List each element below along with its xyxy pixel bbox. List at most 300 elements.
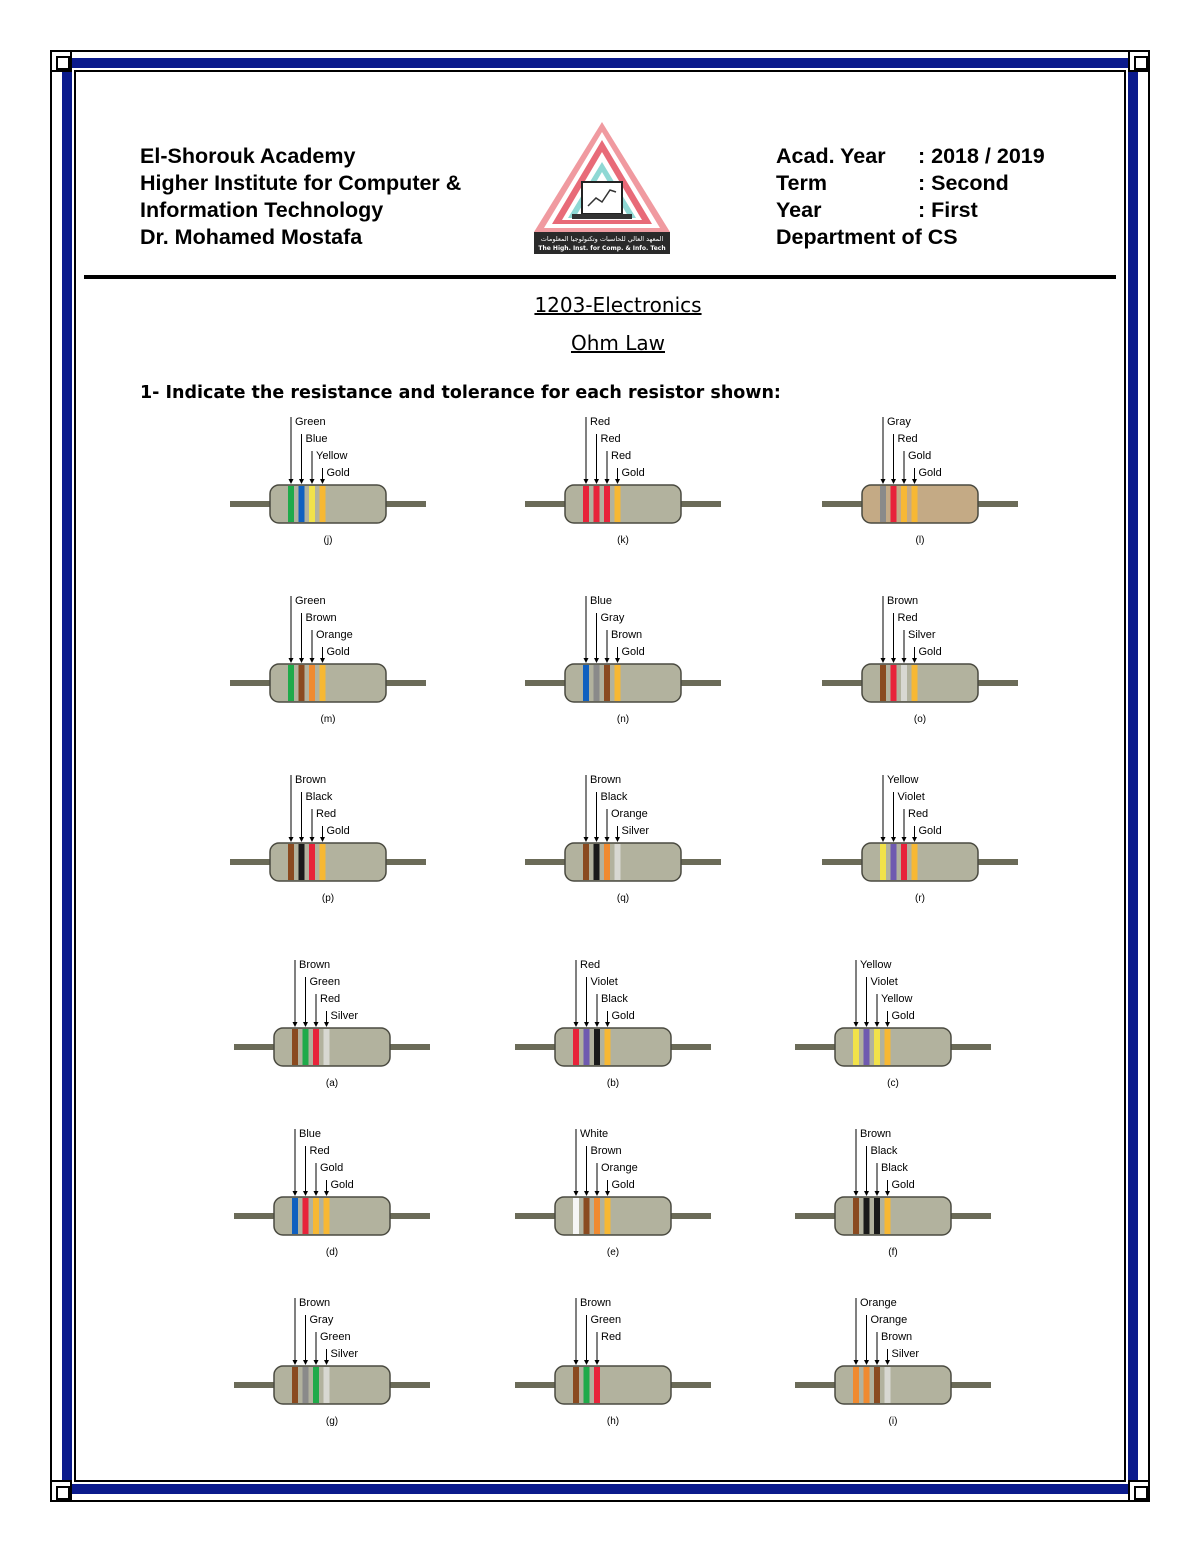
band-pointer-arrow [891, 479, 896, 484]
color-band [853, 1029, 859, 1065]
resistor-k [525, 416, 721, 546]
resistor-body [555, 1028, 671, 1066]
band-pointer-arrow [293, 1191, 298, 1196]
band-color-label: Brown [590, 1145, 622, 1157]
band-pointer-arrow [605, 837, 610, 842]
color-band [303, 1367, 309, 1403]
band-pointer-arrow [324, 1022, 329, 1027]
resistor-lead-right [949, 1382, 991, 1388]
band-color-label: Gold [326, 646, 350, 658]
band-pointer-arrow [854, 1022, 859, 1027]
band-color-label: Orange [870, 1314, 908, 1326]
resistor-lead-left [525, 501, 567, 507]
band-pointer-arrow [320, 479, 325, 484]
info-key: Term [776, 171, 827, 195]
band-color-label: Silver [891, 1348, 920, 1360]
resistor-d [234, 1128, 430, 1258]
resistor-lead-right [976, 501, 1018, 507]
resistor-lead-left [795, 1213, 837, 1219]
band-color-label: Orange [611, 808, 648, 820]
color-band [864, 1367, 870, 1403]
band-pointer-arrow [912, 837, 917, 842]
band-color-label: Red [309, 1145, 330, 1157]
resistor-body [862, 485, 978, 523]
band-color-label: Black [305, 791, 333, 803]
band-pointer-arrow [902, 658, 907, 663]
band-color-label: Brown [299, 1297, 331, 1309]
color-band [573, 1198, 579, 1234]
color-band [891, 844, 897, 880]
band-color-label: Brown [305, 612, 337, 624]
color-band [615, 665, 621, 701]
resistor-lead-right [679, 680, 721, 686]
color-band [288, 844, 294, 880]
resistor-n [525, 595, 721, 725]
band-pointer-arrow [310, 837, 315, 842]
band-pointer-arrow [595, 1022, 600, 1027]
color-band [594, 486, 600, 522]
resistor-label: (b) [606, 1078, 620, 1089]
color-band [604, 844, 610, 880]
instructor-name: Dr. Mohamed Mostafa [140, 225, 363, 249]
band-pointer-arrow [854, 1191, 859, 1196]
resistor-body [835, 1028, 951, 1066]
band-color-label: Black [600, 791, 628, 803]
band-color-label: Brown [860, 1128, 892, 1140]
logo-arabic-text: المعهد العالي للحاسبات وتكنولوجيا المعلومات [540, 235, 664, 243]
resistor-label: (o) [913, 714, 927, 725]
resistor-lead-right [669, 1044, 711, 1050]
band-color-label: Gold [611, 1179, 635, 1191]
color-band [303, 1029, 309, 1065]
band-color-label: Red [580, 959, 601, 971]
color-band [912, 665, 918, 701]
band-pointer-arrow [584, 479, 589, 484]
band-color-label: Silver [621, 825, 650, 837]
resistor-lead-right [679, 501, 721, 507]
band-color-label: Gold [320, 1162, 344, 1174]
band-pointer-arrow [584, 1022, 589, 1027]
band-pointer-arrow [289, 479, 294, 484]
resistor-lead-right [949, 1213, 991, 1219]
band-color-label: Gold [330, 1179, 354, 1191]
band-pointer-arrow [864, 1360, 869, 1365]
color-band [594, 1198, 600, 1234]
resistor-body [555, 1366, 671, 1404]
resistor-lead-left [234, 1213, 276, 1219]
band-pointer-arrow [891, 658, 896, 663]
band-color-label: Blue [590, 595, 613, 607]
band-pointer-arrow [854, 1360, 859, 1365]
band-color-label: Green [295, 416, 326, 428]
band-pointer-arrow [615, 837, 620, 842]
info-key: Acad. Year [776, 144, 886, 168]
band-pointer-arrow [310, 479, 315, 484]
resistor-q [525, 774, 721, 904]
band-pointer-arrow [595, 1360, 600, 1365]
band-pointer-arrow [881, 837, 886, 842]
resistor-label: (k) [617, 535, 629, 546]
color-band [313, 1367, 319, 1403]
resistor-lead-left [230, 501, 272, 507]
band-pointer-arrow [875, 1360, 880, 1365]
band-color-label: Yellow [860, 959, 892, 971]
resistor-lead-right [949, 1044, 991, 1050]
course-title: 1203-Electronics [534, 293, 702, 317]
color-band [299, 665, 305, 701]
band-color-label: Red [908, 808, 929, 820]
resistor-body [274, 1366, 390, 1404]
band-color-label: Brown [590, 774, 622, 786]
color-band [320, 486, 326, 522]
info-value: : First [918, 198, 978, 222]
color-band [864, 1198, 870, 1234]
band-pointer-arrow [605, 658, 610, 663]
band-color-label: Gold [611, 1010, 635, 1022]
band-color-label: Red [897, 433, 918, 445]
band-pointer-arrow [885, 1022, 890, 1027]
band-color-label: Brown [295, 774, 327, 786]
color-band [891, 486, 897, 522]
resistor-lead-left [795, 1382, 837, 1388]
color-band [320, 844, 326, 880]
band-color-label: Violet [897, 791, 925, 803]
color-band [292, 1029, 298, 1065]
color-band [594, 1367, 600, 1403]
resistor-lead-right [388, 1044, 430, 1050]
color-band [853, 1198, 859, 1234]
band-color-label: Red [601, 1331, 622, 1343]
band-color-label: Green [590, 1314, 622, 1326]
resistor-j [230, 416, 426, 546]
band-pointer-arrow [605, 479, 610, 484]
color-band [594, 844, 600, 880]
band-color-label: Red [316, 808, 337, 820]
resistor-label: (i) [888, 1416, 898, 1427]
resistor-lead-left [822, 859, 864, 865]
band-pointer-arrow [615, 658, 620, 663]
resistor-lead-right [384, 859, 426, 865]
resistor-lead-right [976, 680, 1018, 686]
resistor-body [565, 664, 681, 702]
band-pointer-arrow [881, 658, 886, 663]
institution-line: Higher Institute for Computer & [140, 171, 462, 195]
resistor-body [835, 1366, 951, 1404]
resistor-lead-left [795, 1044, 837, 1050]
resistor-lead-left [230, 859, 272, 865]
band-color-label: Brown [881, 1331, 913, 1343]
band-pointer-arrow [912, 658, 917, 663]
color-band [573, 1367, 579, 1403]
info-value: : Second [918, 171, 1009, 195]
color-band [604, 486, 610, 522]
resistor-lead-right [388, 1382, 430, 1388]
band-pointer-arrow [574, 1022, 579, 1027]
color-band [324, 1198, 330, 1234]
color-band [604, 665, 610, 701]
color-band [891, 665, 897, 701]
band-pointer-arrow [605, 1022, 610, 1027]
band-color-label: Red [897, 612, 918, 624]
band-pointer-arrow [594, 837, 599, 842]
color-band [584, 1029, 590, 1065]
color-band [583, 486, 589, 522]
band-color-label: Gray [309, 1314, 334, 1326]
resistor-lead-left [230, 680, 272, 686]
band-pointer-arrow [902, 479, 907, 484]
color-band [885, 1367, 891, 1403]
resistor-label: (a) [325, 1078, 339, 1089]
resistor-label: (c) [887, 1078, 899, 1089]
band-color-label: Silver [908, 629, 936, 641]
color-band [324, 1029, 330, 1065]
band-pointer-arrow [320, 658, 325, 663]
band-color-label: Yellow [316, 450, 348, 462]
color-band [901, 486, 907, 522]
info-key: Year [776, 198, 822, 222]
info-value: : 2018 / 2019 [918, 144, 1045, 168]
resistor-label: (e) [606, 1247, 620, 1258]
band-color-label: Brown [580, 1297, 612, 1309]
resistor-label: (g) [325, 1416, 339, 1427]
resistor-lead-right [384, 501, 426, 507]
resistor-lead-right [976, 859, 1018, 865]
band-color-label: Gold [891, 1010, 915, 1022]
band-pointer-arrow [324, 1191, 329, 1196]
resistor-body [862, 664, 978, 702]
band-pointer-arrow [289, 658, 294, 663]
resistor-lead-left [822, 680, 864, 686]
resistor-lead-left [515, 1213, 557, 1219]
resistor-c [795, 959, 991, 1089]
color-band [288, 486, 294, 522]
band-color-label: Gold [326, 825, 350, 837]
color-band [313, 1029, 319, 1065]
band-color-label: Yellow [887, 774, 919, 786]
band-color-label: Brown [887, 595, 919, 607]
resistor-lead-left [515, 1382, 557, 1388]
resistor-lead-left [234, 1044, 276, 1050]
info-key: Department of CS [776, 225, 958, 249]
resistor-lead-right [388, 1213, 430, 1219]
band-color-label: Green [320, 1331, 351, 1343]
resistor-lead-left [515, 1044, 557, 1050]
color-band [605, 1029, 611, 1065]
band-pointer-arrow [293, 1360, 298, 1365]
band-pointer-arrow [314, 1360, 319, 1365]
resistor-body [862, 843, 978, 881]
question-text: 1- Indicate the resistance and tolerance for each resistor shown: [140, 383, 781, 403]
band-pointer-arrow [584, 658, 589, 663]
color-band [885, 1198, 891, 1234]
resistor-body [270, 843, 386, 881]
color-band [885, 1029, 891, 1065]
band-color-label: Brown [611, 629, 643, 641]
band-pointer-arrow [314, 1191, 319, 1196]
resistor-lead-left [822, 501, 864, 507]
resistor-label: (q) [616, 893, 630, 904]
resistor-e [515, 1128, 711, 1258]
color-band [583, 844, 589, 880]
color-band [853, 1367, 859, 1403]
color-band [874, 1029, 880, 1065]
color-band [299, 486, 305, 522]
resistor-b [515, 959, 711, 1089]
resistor-body [274, 1028, 390, 1066]
band-color-label: Black [881, 1162, 908, 1174]
band-color-label: Red [590, 416, 611, 428]
resistor-body [274, 1197, 390, 1235]
resistor-label: (p) [321, 893, 335, 904]
resistor-o [822, 595, 1018, 725]
color-band [309, 486, 315, 522]
color-band [309, 665, 315, 701]
band-color-label: Gold [908, 450, 932, 462]
band-pointer-arrow [299, 837, 304, 842]
band-color-label: White [580, 1128, 609, 1140]
color-band [303, 1198, 309, 1234]
color-band [901, 665, 907, 701]
band-pointer-arrow [864, 1191, 869, 1196]
band-color-label: Gold [918, 825, 942, 837]
color-band [912, 486, 918, 522]
band-pointer-arrow [881, 479, 886, 484]
logo-english-text: The High. Inst. for Comp. & Info. Tech [538, 245, 666, 252]
band-pointer-arrow [902, 837, 907, 842]
band-color-label: Violet [590, 976, 618, 988]
band-pointer-arrow [595, 1191, 600, 1196]
band-pointer-arrow [299, 479, 304, 484]
band-color-label: Black [870, 1145, 898, 1157]
band-pointer-arrow [875, 1022, 880, 1027]
band-pointer-arrow [303, 1360, 308, 1365]
color-band [584, 1198, 590, 1234]
color-band [864, 1029, 870, 1065]
band-pointer-arrow [574, 1360, 579, 1365]
band-color-label: Brown [299, 959, 331, 971]
band-color-label: Gold [326, 467, 350, 479]
band-pointer-arrow [885, 1360, 890, 1365]
resistor-body [270, 664, 386, 702]
color-band [584, 1367, 590, 1403]
resistor-label: (h) [606, 1416, 620, 1427]
band-pointer-arrow [299, 658, 304, 663]
color-band [615, 486, 621, 522]
color-band [299, 844, 305, 880]
band-color-label: Green [295, 595, 326, 607]
color-band [320, 665, 326, 701]
band-color-label: Red [600, 433, 621, 445]
color-band [288, 665, 294, 701]
band-color-label: Gold [621, 646, 645, 658]
color-band [912, 844, 918, 880]
band-pointer-arrow [303, 1022, 308, 1027]
resistor-r [822, 774, 1018, 904]
band-color-label: Gold [918, 646, 942, 658]
band-pointer-arrow [584, 1191, 589, 1196]
resistor-lead-right [669, 1213, 711, 1219]
band-color-label: Violet [870, 976, 898, 988]
color-band [583, 665, 589, 701]
color-band [292, 1367, 298, 1403]
band-pointer-arrow [615, 479, 620, 484]
institution-line: Information Technology [140, 198, 384, 222]
band-pointer-arrow [605, 1191, 610, 1196]
resistor-label: (l) [915, 535, 925, 546]
resistor-i [795, 1297, 991, 1427]
band-pointer-arrow [314, 1022, 319, 1027]
color-band [874, 1367, 880, 1403]
band-color-label: Silver [330, 1010, 359, 1022]
color-band [880, 665, 886, 701]
resistor-body [565, 843, 681, 881]
color-band [594, 665, 600, 701]
band-pointer-arrow [864, 1022, 869, 1027]
resistor-body [270, 485, 386, 523]
resistor-body [555, 1197, 671, 1235]
resistor-label: (m) [320, 714, 336, 725]
color-band [324, 1367, 330, 1403]
band-pointer-arrow [303, 1191, 308, 1196]
band-color-label: Silver [330, 1348, 359, 1360]
topic-title: Ohm Law [570, 331, 665, 355]
resistor-g [234, 1297, 430, 1427]
band-color-label: Red [320, 993, 341, 1005]
resistor-label: (d) [325, 1247, 339, 1258]
color-band [309, 844, 315, 880]
resistor-lead-right [679, 859, 721, 865]
color-band [573, 1029, 579, 1065]
resistor-lead-left [525, 680, 567, 686]
color-band [615, 844, 621, 880]
band-pointer-arrow [310, 658, 315, 663]
band-color-label: Orange [316, 629, 353, 641]
resistor-lead-left [234, 1382, 276, 1388]
resistor-lead-right [669, 1382, 711, 1388]
resistor-label: (f) [888, 1247, 898, 1258]
band-pointer-arrow [324, 1360, 329, 1365]
band-pointer-arrow [594, 658, 599, 663]
band-pointer-arrow [875, 1191, 880, 1196]
band-pointer-arrow [584, 837, 589, 842]
band-color-label: Gray [600, 612, 625, 624]
band-color-label: Gold [621, 467, 645, 479]
band-pointer-arrow [584, 1360, 589, 1365]
band-color-label: Green [309, 976, 341, 988]
band-pointer-arrow [320, 837, 325, 842]
band-color-label: Blue [299, 1128, 322, 1140]
color-band [901, 844, 907, 880]
band-color-label: Red [611, 450, 632, 462]
band-pointer-arrow [891, 837, 896, 842]
band-pointer-arrow [594, 479, 599, 484]
color-band [874, 1198, 880, 1234]
color-band [880, 486, 886, 522]
band-color-label: Black [601, 993, 628, 1005]
band-color-label: Gold [918, 467, 942, 479]
band-color-label: Blue [305, 433, 328, 445]
resistor-lead-left [525, 859, 567, 865]
band-pointer-arrow [912, 479, 917, 484]
resistor-body [565, 485, 681, 523]
band-color-label: Orange [860, 1297, 897, 1309]
resistor-m [230, 595, 426, 725]
resistor-f [795, 1128, 991, 1258]
resistor-label: (r) [915, 893, 925, 904]
color-band [605, 1198, 611, 1234]
resistor-label: (n) [616, 714, 630, 725]
band-pointer-arrow [289, 837, 294, 842]
